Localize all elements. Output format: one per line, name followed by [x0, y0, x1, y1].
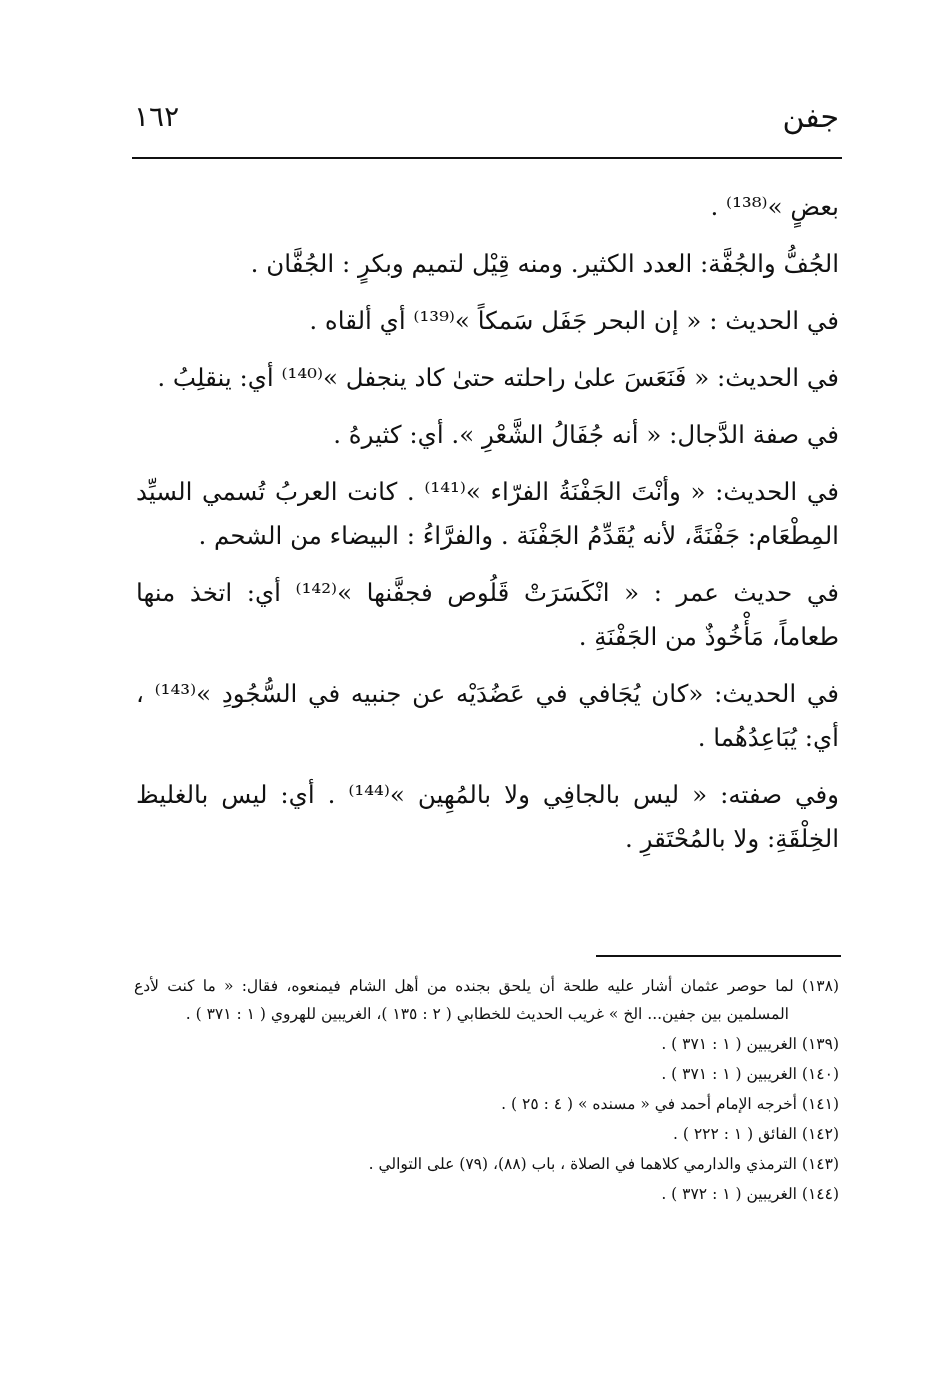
- page-number: ١٦٢: [134, 100, 180, 133]
- footnote: (١٣٨) لما حوصر عثمان أشار عليه طلحة أن يلحق بجنده من أهل الشام فيمنعوه، فقال: « ما كنت لأدع المسلمين بين جفين... الخ » غريب الحديث للخطابي ( ٢ : ١٣٥ )، الغريبين للهروي ( ١ : ٣٧١ ) .: [134, 977, 839, 1023]
- main-text: [136, 185, 839, 874]
- page-header: [134, 88, 839, 158]
- paragraph: في حديث عمر : « انْكَسَرَتْ قَلُوص فجفَّنها »⁽¹⁴²⁾ أي: اتخذ منها طعاماً، مَأْخُوذٌ من الجَفْنَةِ .: [136, 578, 839, 651]
- header-word: جفن: [782, 100, 839, 135]
- paragraph: في الحديث : « إن البحر جَفَل سَمكاً »⁽¹³⁹⁾ أي ألقاه .: [309, 306, 839, 335]
- paragraph: بعضٍ »⁽¹³⁸⁾ .: [710, 192, 839, 221]
- paragraph: في الحديث: « وأنْتَ الجَفْنَةُ الفرّاء »⁽¹⁴¹⁾ . كانت العربُ تُسمي السيِّد المِطْعَام: جَفْنَةً، لأنه يُقَدِّمُ الجَفْنَة . والفرَّاءُ : البيضاء من الشحم .: [136, 477, 839, 550]
- footnote: (١٤٠) الغريبين ( ١ : ٣٧١ ) .: [661, 1065, 839, 1083]
- footnote: (١٣٩) الغريبين ( ١ : ٣٧١ ) .: [661, 1035, 839, 1053]
- footnotes: [134, 972, 839, 1210]
- footnote: (١٤١) أخرجه الإمام أحمد في « مسنده » ( ٤ : ٢٥ ) .: [501, 1095, 839, 1113]
- paragraph: في الحديث: « فَنَعَسَ علىٰ راحلته حتىٰ كاد ينجفل »⁽¹⁴⁰⁾ أي: ينقلِبُ .: [157, 363, 839, 392]
- footnote-rule: [596, 955, 841, 957]
- footnote: (١٤٢) الفائق ( ١ : ٢٢٢ ) .: [673, 1125, 839, 1143]
- header-rule: [132, 157, 842, 159]
- paragraph: في صفة الدَّجال: « أنه جُفَالُ الشَّعْرِ ». أي: كثيرهُ .: [333, 420, 839, 449]
- footnote: (١٤٤) الغريبين ( ١ : ٣٧٢ ) .: [661, 1185, 839, 1203]
- paragraph: وفي صفته: « ليس بالجافِي ولا بالمُهِين »⁽¹⁴⁴⁾ . أي: ليس بالغليظ الخِلْقَةِ: ولا بالمُحْتَقرِ .: [136, 780, 839, 853]
- paragraph: الجُفُّ والجُفَّة: العدد الكثير. ومنه قِيْل لتميم وبكرٍ : الجُفَّان .: [250, 249, 839, 278]
- paragraph: في الحديث: «كان يُجَافي في عَضُدَيْه عن جنبيه في السُّجُودِ »⁽¹⁴³⁾ ، أي: يُبَاعِدُهُما .: [136, 679, 839, 752]
- footnote: (١٤٣) الترمذي والدارمي كلاهما في الصلاة ، باب (٨٨)، (٧٩) على التوالي .: [368, 1155, 839, 1173]
